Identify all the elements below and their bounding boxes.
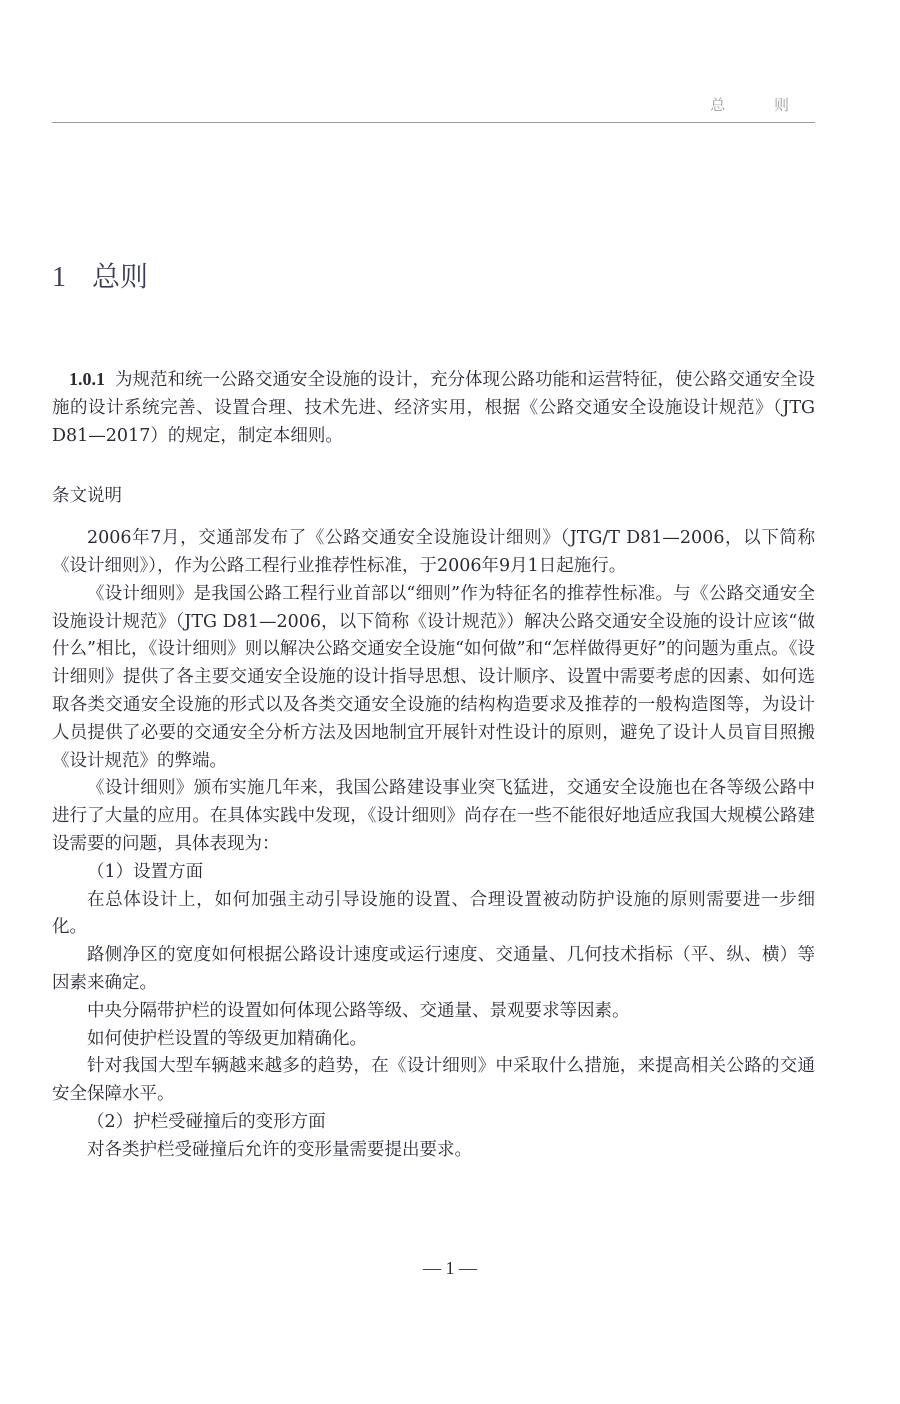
chapter-title — [52, 255, 148, 295]
subheading-setting: （1）设置方面 — [87, 861, 204, 882]
explanation-paragraph: 对各类护栏受碰撞后允许的变形量需要提出要求。 — [87, 1139, 472, 1160]
clause-text: 为规范和统一公路交通安全设施的设计，充分体现公路功能和运营特征，使公路交通安全设施的设计系统完善、设置合理、技术先进、经济实用，根据《公路交通安全设施设计规范》（JTG D81—2017）的规定，制定本细则。 — [52, 370, 815, 446]
explanation-paragraph: 在总体设计上，如何加强主动引导设施的设置、合理设置被动防护设施的原则需要进一步细化。 — [52, 889, 815, 938]
explanation-paragraph: 路侧净区的宽度如何根据公路设计速度或运行速度、交通量、几何技术指标（平、纵、横）等因素来确定。 — [52, 945, 815, 993]
explanation-paragraph: 针对我国大型车辆越来越多的趋势，在《设计细则》中采取什么措施，来提高相关公路的交通安全保障水平。 — [52, 1056, 815, 1105]
chapter-number: 1 — [52, 261, 66, 293]
explanation-paragraph: 《设计细则》是我国公路工程行业首部以“细则”作为特征名的推荐性标准。与《公路交通安全设施设计规范》（JTG D81—2006，以下简称《设计规范》）解决公路交通安全设施的设计应该“做什么”相比，《设计细则》则以解决公路交通安全设施“如何做”和“怎样做得更好”的问题为重点。《设计细则》提供了各主要交通安全设施的设计指导思想、设计顺序、设置中需要考虑的因素、如何选取各类交通安全设施的形式以及各类交通安全设施的结构构造要求及推荐的一般构造图等，为设计人员提供了必要的交通安全分析方法及因地制宜开展针对性设计的原则，避免了设计人员盲目照搬《设计规范》的弊端。 — [52, 583, 815, 771]
running-header — [52, 90, 815, 123]
explanation-paragraph: 如何使护栏设置的等级更加精确化。 — [87, 1028, 367, 1049]
page-body — [52, 366, 815, 1165]
explanation-paragraph: 《设计细则》颁布实施几年来，我国公路建设事业突飞猛进，交通安全设施也在各等级公路中进行了大量的应用。在具体实践中发现，《设计细则》尚存在一些不能很好地适应我国大规模公路建设需要的问题，具体表现为： — [52, 778, 815, 854]
clause-1-0-1 — [52, 366, 815, 450]
chapter-title-text: 总则 — [92, 259, 149, 293]
running-header-text: 总 则 — [710, 96, 811, 114]
subheading-deformation: （2）护栏受碰撞后的变形方面 — [87, 1111, 326, 1132]
clause-number: 1.0.1 — [69, 369, 105, 389]
explanation-paragraph: 中央分隔带护栏的设置如何体现公路等级、交通量、景观要求等因素。 — [87, 1000, 630, 1021]
page-number: — 1 — — [423, 1258, 477, 1278]
explanation-paragraph: 2006年7月，交通部发布了《公路交通安全设施设计细则》（JTG/T D81—2006，以下简称《设计细则》），作为公路工程行业推荐性标准，于2006年9月1日起施行。 — [52, 528, 815, 576]
explanation-label: 条文说明 — [52, 486, 122, 507]
